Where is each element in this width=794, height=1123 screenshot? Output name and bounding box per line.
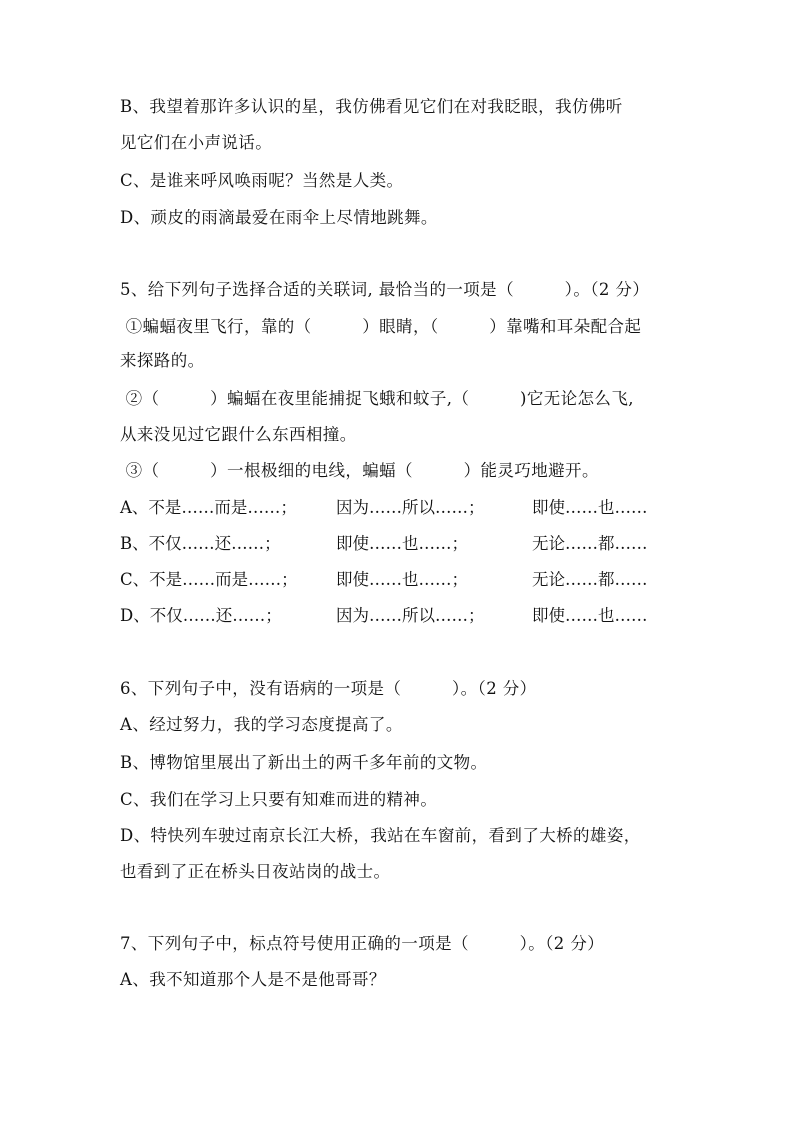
q5-sentence1-line1: ①蝙蝠夜里飞行，靠的（ ）眼睛，（ ）靠嘴和耳朵配合起 (120, 317, 642, 336)
q5-option-b-col2: 即使……也……； (336, 534, 468, 553)
q4-option-b-line2: 见它们在小声说话。 (120, 133, 273, 152)
q5-option-c-col3: 无论……都…… (532, 570, 648, 589)
q6-stem: 6、下列句子中，没有语病的一项是（ ）。（2 分） (120, 679, 537, 698)
q5-option-c-col2: 即使……也……； (336, 570, 468, 589)
q5-option-a-col3: 即使……也…… (532, 498, 648, 517)
q5-sentence2-line1: ②（ ）蝙蝠在夜里能捕捉飞蛾和蚊子,（ )它无论怎么飞, (120, 389, 634, 408)
q5-option-b-col3: 无论……都…… (532, 534, 648, 553)
q5-option-d-col1: D、不仅……还……； (120, 606, 282, 625)
q5-sentence3: ③（ ）一根极细的电线，蝙蝠（ ）能灵巧地避开。 (120, 461, 599, 480)
q5-sentence1-line2: 来探路的。 (120, 351, 205, 370)
q6-option-d-line2: 也看到了正在桥头日夜站岗的战士。 (120, 862, 391, 881)
q5-option-b-col1: B、不仅……还……； (120, 534, 281, 553)
q5-option-d-col2: 因为……所以……； (336, 606, 485, 625)
q6-option-a: A、经过努力，我的学习态度提高了。 (120, 715, 403, 734)
q5-sentence2-line2: 从来没见过它跟什么东西相撞。 (120, 425, 357, 444)
q4-option-d: D、顽皮的雨滴最爱在雨伞上尽情地跳舞。 (120, 208, 438, 227)
q6-option-d-line1: D、特快列车驶过南京长江大桥，我站在车窗前，看到了大桥的雄姿， (120, 826, 641, 845)
q6-option-b: B、博物馆里展出了新出土的两千多年前的文物。 (120, 753, 488, 772)
q4-option-c: C、是谁来呼风唤雨呢？当然是人类。 (120, 171, 404, 190)
q4-option-b-line1: B、我望着那许多认识的星，我仿佛看见它们在对我眨眼，我仿佛听 (120, 97, 623, 116)
q5-stem: 5、给下列句子选择合适的关联词, 最恰当的一项是（ ）。（2 分） (120, 280, 650, 299)
q5-option-d-col3: 即使……也…… (532, 606, 648, 625)
q6-option-c: C、我们在学习上只要有知难而进的精神。 (120, 790, 438, 809)
q5-option-a-col2: 因为……所以……； (336, 498, 485, 517)
q5-option-c-col1: C、不是……而是……； (120, 570, 298, 589)
q7-stem: 7、下列句子中，标点符号使用正确的一项是（ ）。（2 分） (120, 934, 605, 953)
q5-option-a-col1: A、不是……而是……； (120, 498, 297, 517)
q7-option-a: A、我不知道那个人是不是他哥哥？ (120, 970, 386, 989)
